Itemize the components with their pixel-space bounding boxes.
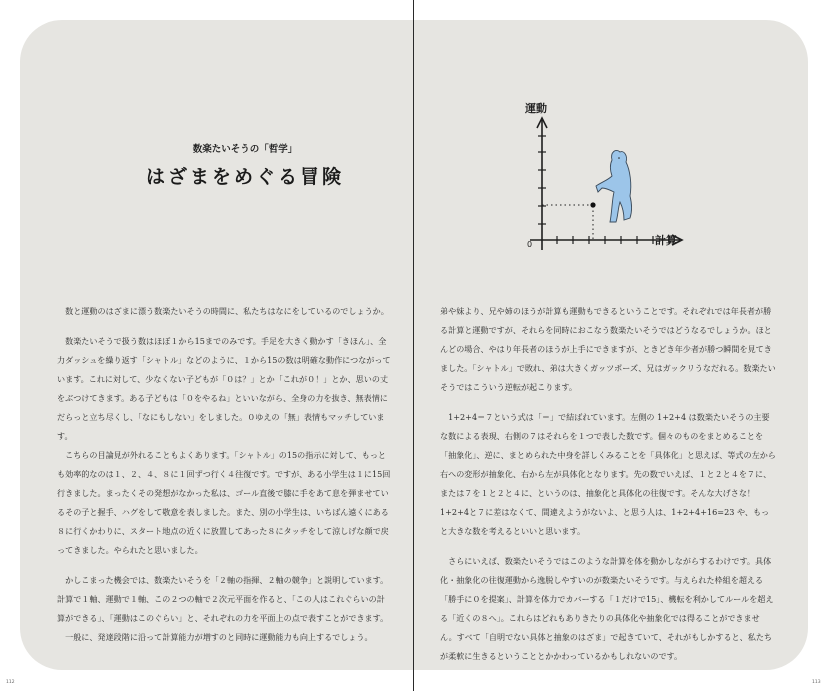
section-subtitle: 数楽たいそうの「哲学」: [192, 144, 298, 155]
pointing-creature: [596, 150, 632, 222]
paragraph: かしこまった機会では、数楽たいそうを「２軸の指揮、２軸の競争」と説明しています。計算で１軸、運動で１軸、この２つの軸で２次元平面を作ると、「この人はこれぐらいの計算ができる」、「運動はこのぐらい」と、それぞれの力を平面上の点で表すことができます。: [57, 575, 389, 623]
page-number-left: 112: [6, 680, 15, 685]
paragraph: 一般に、発達段階に沿って計算能力が増すのと同時に運動能力も向上するでしょう。: [65, 632, 373, 642]
left-page-body: [57, 302, 392, 647]
paragraph: 1+2+4＝７という式は「＝」で結ばれています。左側の 1+2+4 は数楽たいそうの主要な数による表現、右側の７はそれらを１つで表した数です。個々のものをまとめることを「抽象化」、逆に、まとめられた中身を詳しくみることを「具体化」と思えば、等式の左から右への変形が抽象化、右から左が具体化となります。先の数でいえば、１と２と４を７に、または７を１と２と４に、というのは、抽象化と具体化の往復です。そんな大げさな！ 1+2+4と７に差はなくて、間違えようがないよ、と思う人は、1+2+4+16=23 や、もっと大きな数を考えるといいと思います。: [440, 412, 776, 536]
origin-label: 0: [527, 240, 533, 249]
page-gutter-divider: [413, 0, 414, 691]
section-title: はざまをめぐる冒険: [145, 166, 344, 188]
x-axis-label: 計算: [655, 234, 677, 247]
paragraph: 弟や妹より、兄や姉のほうが計算も運動もできるということです。それぞれでは年長者が勝る計算と運動ですが、それらを同時におこなう数楽たいそうではどうなるでしょうか。ほとんどの場合、やはり年長者のほうが上手にできますが、ときどき年少者が勝つ瞬間を見てきました。「シャトル」で敗れ、弟は大きくガッツポーズ、兄はガックリうなだれる。数楽たいそうではこういう逆転が起こります。: [440, 306, 776, 392]
right-page-body: [440, 302, 776, 666]
y-axis-label: 運動: [525, 102, 547, 115]
paragraph: 数楽たいそうで扱う数はほぼ１から15までのみです。手足を大きく動かす「きほん」、全力ダッシュを繰り返す「シャトル」などのように、１から15の数は明確な動作につながっています。これに対して、少なくない子どもが「０は？」とか「これが０！」とか、思いの丈をぶつけてきます。ある子どもは「０をやるね」といいながら、全身の力を抜き、無表情にだらっと立ち尽くし、「なにもしない」をしました。０ゆえの「無」表情もマッチしています。: [57, 336, 391, 441]
plot-point: [590, 202, 595, 207]
paragraph: さらにいえば、数楽たいそうではこのような計算を体を動かしながらするわけです。具体化・抽象化の往復運動から逸脱しやすいのが数楽たいそうです。与えられた枠組を超える「勝手に０を提案」、計算を体力でカバーする「１だけで15」、機転を利かしてルールを超える「近くの８へ」。これらはどれもありきたりの具体化や抽象化では得ることができません。すべて「自明でない具体と抽象のはざま」で起きていて、それがもしかすると、私たちが柔軟に生きるということとかかわっているかもしれないのです。: [440, 556, 774, 661]
calc-motion-illustration: [520, 100, 695, 260]
paragraph: 数と運動のはざまに漂う数楽たいそうの時間に、私たちはなにをしているのでしょうか。: [65, 306, 389, 316]
paragraph: こちらの目論見が外れることもよくあります。「シャトル」の15の指示に対して、もっとも効率的なのは１、２、４、８に１回ずつ行く４往復です。ですが、ある小学生は１に15回行きました。まったくその発想がなかった私は、ゴール直後で膝に手をあて息を弾ませているその子と握手、ハグをして敬意を表しました。また、別の小学生は、いちばん遠くにある８に行くかわりに、スタート地点の近くに放置してあった８にタッチをして涼しげな顔で戻ってきました。やられたと思いました。: [57, 450, 391, 555]
page-number-right: 113: [812, 680, 821, 685]
